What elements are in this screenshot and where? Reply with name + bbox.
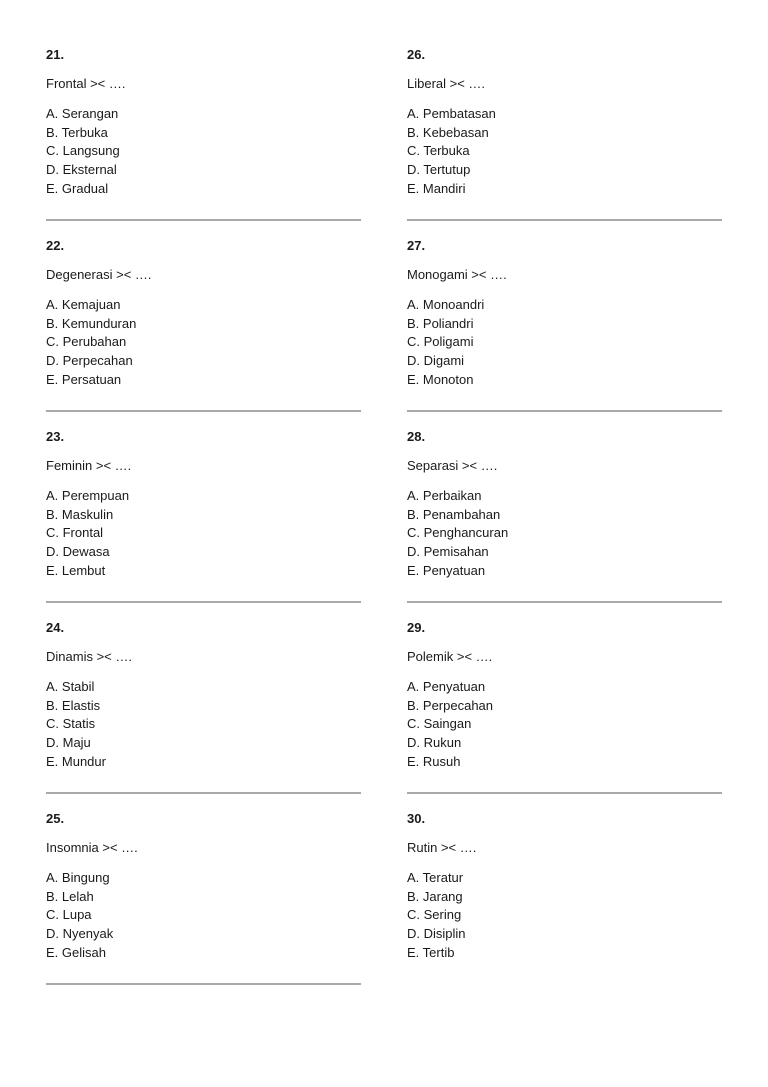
- option-b: B. Lelah: [46, 888, 94, 904]
- option-a: A. Teratur: [407, 870, 464, 885]
- option-c: C. Sering: [407, 907, 462, 923]
- option-c: C. Statis: [46, 716, 96, 732]
- question-number: 22.: [46, 238, 65, 253]
- option-d: D. Nyenyak: [46, 926, 114, 942]
- question-26: [407, 0, 722, 196]
- option-e: E. Persatuan: [46, 371, 122, 387]
- option-b: B. Kebebasan: [407, 124, 489, 140]
- question-number: 21.: [46, 47, 65, 62]
- question-25: [46, 764, 361, 960]
- question-21: [46, 0, 361, 196]
- question-prompt: Liberal >< ….: [407, 76, 486, 91]
- question-number: 30.: [407, 811, 426, 826]
- answer-options: [46, 105, 120, 198]
- answer-options: [407, 678, 493, 771]
- answer-options: [407, 869, 466, 962]
- option-e: E. Rusuh: [407, 753, 461, 769]
- option-b: B. Jarang: [407, 888, 463, 904]
- option-b: B. Penambahan: [407, 506, 501, 522]
- question-29: [407, 573, 722, 769]
- question-24: [46, 573, 361, 769]
- question-prompt: Separasi >< ….: [407, 458, 498, 473]
- option-d: D. Dewasa: [46, 544, 110, 560]
- option-a: A. Stabil: [46, 679, 95, 694]
- option-a: A. Penyatuan: [407, 679, 486, 694]
- option-c: C. Penghancuran: [407, 525, 509, 541]
- option-d: D. Digami: [407, 353, 465, 369]
- option-b: B. Elastis: [46, 697, 101, 713]
- option-d: D. Tertutup: [407, 162, 471, 178]
- question-number: 25.: [46, 811, 65, 826]
- option-a: A. Perempuan: [46, 488, 130, 503]
- option-e: E. Gradual: [46, 180, 109, 196]
- option-c: C. Saingan: [407, 716, 472, 732]
- answer-options: [407, 296, 484, 389]
- option-e: E. Tertib: [407, 944, 455, 960]
- question-number: 23.: [46, 429, 65, 444]
- question-30: [407, 764, 722, 960]
- option-e: E. Gelisah: [46, 944, 106, 960]
- answer-options: [46, 678, 106, 771]
- option-b: B. Poliandri: [407, 315, 474, 331]
- option-e: E. Mundur: [46, 753, 106, 769]
- question-prompt: Polemik >< ….: [407, 649, 493, 664]
- question-prompt: Feminin >< ….: [46, 458, 132, 473]
- option-a: A. Serangan: [46, 106, 119, 121]
- option-d: D. Eksternal: [46, 162, 117, 178]
- option-d: D. Disiplin: [407, 926, 466, 942]
- question-prompt: Rutin >< ….: [407, 840, 477, 855]
- answer-options: [46, 869, 113, 962]
- option-a: A. Pembatasan: [407, 106, 496, 121]
- option-d: D. Maju: [46, 735, 91, 751]
- question-prompt: Frontal >< ….: [46, 76, 126, 91]
- option-e: E. Monoton: [407, 371, 474, 387]
- question-prompt: Degenerasi >< ….: [46, 267, 152, 282]
- question-prompt: Insomnia >< ….: [46, 840, 138, 855]
- option-c: C. Langsung: [46, 143, 120, 159]
- question-number: 24.: [46, 620, 65, 635]
- option-b: B. Kemunduran: [46, 315, 137, 331]
- question-22: [46, 191, 361, 387]
- question-divider: [46, 983, 361, 985]
- option-a: A. Bingung: [46, 870, 110, 885]
- answer-options: [407, 105, 496, 198]
- option-a: A. Perbaikan: [407, 488, 482, 503]
- option-d: D. Pemisahan: [407, 544, 489, 560]
- option-b: B. Perpecahan: [407, 697, 494, 713]
- option-b: B. Terbuka: [46, 124, 108, 140]
- question-23: [46, 382, 361, 578]
- option-a: A. Monoandri: [407, 297, 485, 312]
- question-number: 27.: [407, 238, 426, 253]
- option-a: A. Kemajuan: [46, 297, 121, 312]
- option-b: B. Maskulin: [46, 506, 114, 522]
- option-c: C. Frontal: [46, 525, 104, 541]
- option-c: C. Poligami: [407, 334, 474, 350]
- question-28: [407, 382, 722, 578]
- option-e: E. Mandiri: [407, 180, 466, 196]
- answer-options: [46, 296, 136, 389]
- answer-options: [46, 487, 129, 580]
- option-e: E. Lembut: [46, 562, 106, 578]
- question-prompt: Dinamis >< ….: [46, 649, 132, 664]
- option-c: C. Perubahan: [46, 334, 127, 350]
- question-number: 26.: [407, 47, 426, 62]
- question-number: 29.: [407, 620, 426, 635]
- question-number: 28.: [407, 429, 426, 444]
- option-e: E. Penyatuan: [407, 562, 486, 578]
- question-prompt: Monogami >< ….: [407, 267, 507, 282]
- question-27: [407, 191, 722, 387]
- answer-options: [407, 487, 508, 580]
- option-d: D. Perpecahan: [46, 353, 133, 369]
- option-d: D. Rukun: [407, 735, 462, 751]
- option-c: C. Terbuka: [407, 143, 470, 159]
- option-c: C. Lupa: [46, 907, 92, 923]
